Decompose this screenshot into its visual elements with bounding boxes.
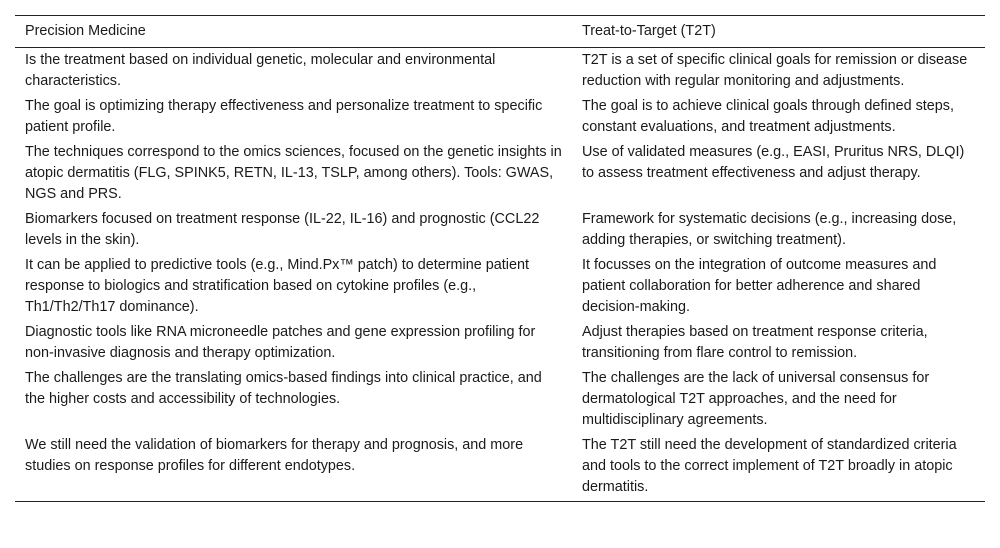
comparison-table [15, 15, 985, 502]
table-row [15, 366, 985, 433]
treat-to-target-cell: The goal is to achieve clinical goals through defined steps, constant evaluations, and treatment adjustments. [582, 98, 954, 135]
comparison-table-wrapper [15, 15, 985, 502]
table-row [15, 207, 985, 253]
treat-to-target-cell: It focusses on the integration of outcome measures and patient collaboration for better adherence and shared decision-making. [582, 257, 937, 315]
precision-medicine-cell: We still need the validation of biomarkers for therapy and prognosis, and more studies on response profiles for different endotypes. [25, 437, 524, 474]
precision-medicine-cell: It can be applied to predictive tools (e.g., Mind.Px™ patch) to determine patient response to biologics and stratification based on cytokine profiles (e.g., Th1/Th2/Th17 dominance). [25, 257, 529, 315]
table-body [15, 48, 985, 502]
precision-medicine-cell: The challenges are the translating omics-based findings into clinical practice, and the higher costs and accessibility of technologies. [25, 370, 542, 407]
header-treat-to-target: Treat-to-Target (T2T) [582, 23, 716, 39]
table-row [15, 140, 985, 207]
precision-medicine-cell: Is the treatment based on individual genetic, molecular and environmental characteristics. [25, 52, 496, 89]
table-row [15, 433, 985, 502]
precision-medicine-cell: Biomarkers focused on treatment response (IL-22, IL-16) and prognostic (CCL22 levels in the skin). [25, 211, 540, 248]
table-header [15, 16, 985, 48]
treat-to-target-cell: The T2T still need the development of standardized criteria and tools to the correct implement of T2T broadly in atopic dermatitis. [582, 437, 957, 495]
precision-medicine-cell: The techniques correspond to the omics sciences, focused on the genetic insights in atopic dermatitis (FLG, SPINK5, RETN, IL-13, TSLP, among others). Tools: GWAS, NGS and PRS. [25, 144, 562, 202]
treat-to-target-cell: Use of validated measures (e.g., EASI, Pruritus NRS, DLQI) to assess treatment effectiveness and adjust therapy. [582, 144, 965, 181]
treat-to-target-cell: The challenges are the lack of universal consensus for dermatological T2T approaches, and the need for multidisciplinary agreements. [582, 370, 930, 428]
header-row [15, 16, 985, 48]
table-row [15, 253, 985, 320]
treat-to-target-cell: Framework for systematic decisions (e.g., increasing dose, adding therapies, or switching treatment). [582, 211, 957, 248]
table-row [15, 48, 985, 95]
table-row [15, 94, 985, 140]
table-row [15, 320, 985, 366]
precision-medicine-cell: The goal is optimizing therapy effectiveness and personalize treatment to specific patient profile. [25, 98, 543, 135]
precision-medicine-cell: Diagnostic tools like RNA microneedle patches and gene expression profiling for non-invasive diagnosis and therapy optimization. [25, 324, 536, 361]
header-precision-medicine: Precision Medicine [25, 23, 146, 39]
treat-to-target-cell: Adjust therapies based on treatment response criteria, transitioning from flare control to remission. [582, 324, 928, 361]
treat-to-target-cell: T2T is a set of specific clinical goals for remission or disease reduction with regular monitoring and adjustments. [582, 52, 968, 89]
